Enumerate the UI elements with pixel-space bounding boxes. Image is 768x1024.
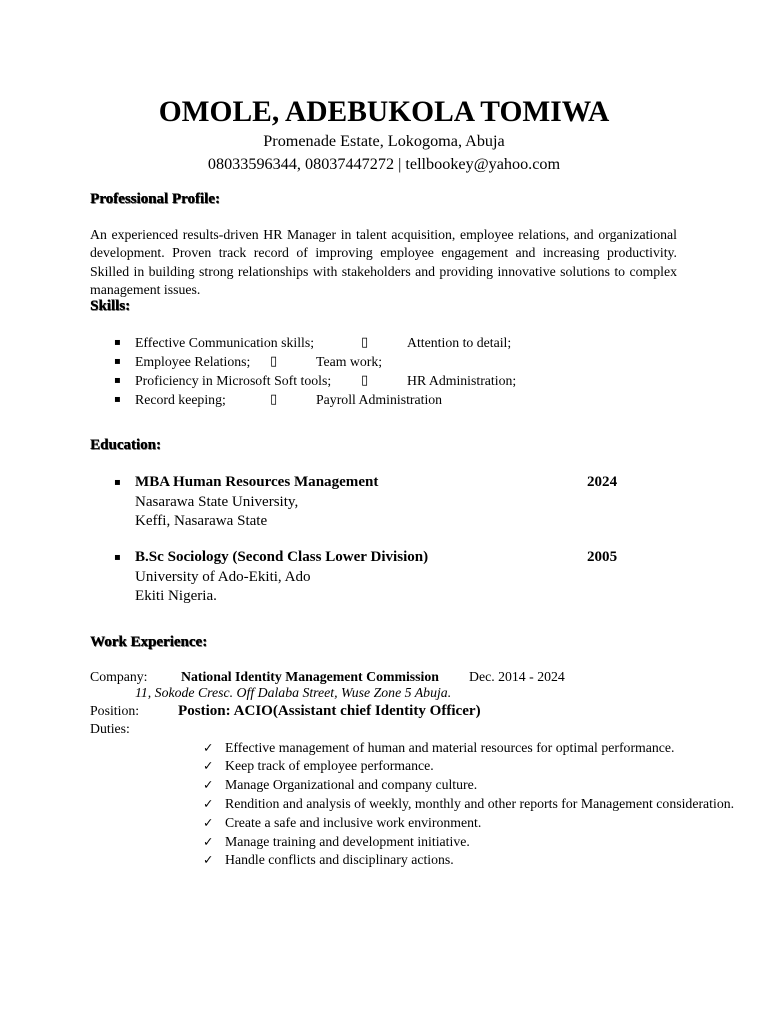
duty-item — [0, 776, 678, 795]
square-bullet-icon: ▪ — [114, 477, 121, 489]
employment-dates: Dec. 2014 - 2024 — [469, 668, 565, 684]
missing-glyph-icon: ▯ — [270, 391, 278, 407]
skill-row — [0, 390, 768, 409]
skill-item: Employee Relations; — [135, 353, 251, 369]
duties-list — [0, 739, 768, 871]
position-row — [0, 702, 768, 720]
skills-heading: Skills: — [90, 298, 131, 314]
candidate-address: Promenade Estate, Lokogoma, Abuja — [263, 132, 505, 150]
duty-text: Create a safe and inclusive work environment. — [225, 814, 482, 830]
square-bullet-icon: ▪ — [114, 552, 121, 564]
checkmark-icon: ✓ — [203, 833, 214, 849]
skill-item: Proficiency in Microsoft Soft tools; — [135, 372, 332, 388]
degree-title: B.Sc Sociology (Second Class Lower Division) — [135, 549, 429, 566]
degree-year: 2005 — [587, 549, 618, 566]
degree-title: MBA Human Resources Management — [135, 474, 379, 491]
square-bullet-icon: ▪ — [114, 374, 121, 386]
candidate-name: OMOLE, ADEBUKOLA TOMIWA — [158, 96, 610, 128]
checkmark-icon: ✓ — [203, 777, 214, 793]
institution-name: University of Ado-Ekiti, Ado — [135, 568, 311, 585]
degree-year: 2024 — [587, 474, 618, 491]
skill-item: Team work; — [316, 353, 383, 369]
checkmark-icon: ✓ — [203, 795, 214, 811]
duty-item — [0, 795, 735, 814]
skill-row — [0, 352, 768, 371]
duty-item — [0, 814, 678, 833]
work-experience-heading: Work Experience: — [90, 634, 208, 650]
checkmark-icon: ✓ — [203, 758, 214, 774]
checkmark-icon: ✓ — [203, 852, 214, 868]
square-bullet-icon: ▪ — [114, 336, 121, 348]
duty-item — [0, 757, 678, 776]
square-bullet-icon: ▪ — [114, 393, 121, 405]
profile-heading: Professional Profile: — [90, 191, 220, 207]
duty-item — [0, 833, 678, 852]
skills-list — [0, 333, 768, 409]
education-entry — [0, 548, 768, 607]
company-address: 11, Sokode Cresc. Off Dalaba Street, Wuse Zone 5 Abuja. — [135, 684, 452, 700]
education-entry — [0, 473, 768, 532]
skill-item: Effective Communication skills; — [135, 334, 315, 350]
missing-glyph-icon: ▯ — [361, 334, 369, 350]
checkmark-icon: ✓ — [203, 814, 214, 830]
missing-glyph-icon: ▯ — [270, 353, 278, 369]
position-label: Position: — [90, 703, 140, 718]
profile-paragraph: An experienced results-driven HR Manager in talent acquisition, employee relations, and organizational development. Proven track record of improving employee engagement and increasing productivity. Skilled in building strong relationships with stakeholders and providing innovative solutions to complex management issues. — [90, 227, 677, 297]
skill-item: Payroll Administration — [316, 391, 443, 407]
position-title: Postion: ACIO(Assistant chief Identity Officer) — [178, 703, 481, 719]
skill-item: Record keeping; — [135, 391, 226, 407]
duty-text: Effective management of human and material resources for optimal performance. — [225, 739, 675, 755]
company-row — [0, 668, 768, 685]
institution-location: Ekiti Nigeria. — [135, 588, 217, 605]
checkmark-icon: ✓ — [203, 739, 214, 755]
duty-text: Keep track of employee performance. — [225, 758, 434, 774]
institution-name: Nasarawa State University, — [135, 493, 299, 510]
duty-item — [0, 739, 678, 758]
candidate-contact: 08033596344, 08037447272 | tellbookey@yahoo.com — [207, 155, 561, 173]
company-name: National Identity Management Commission — [181, 668, 439, 684]
institution-location: Keffi, Nasarawa State — [135, 513, 268, 530]
skill-row — [0, 333, 768, 352]
skill-row — [0, 371, 768, 390]
duty-text: Rendition and analysis of weekly, monthly and other reports for Management consideration. — [225, 795, 735, 811]
education-heading: Education: — [90, 437, 161, 453]
missing-glyph-icon: ▯ — [361, 372, 369, 388]
duty-item — [0, 851, 678, 870]
duties-label: Duties: — [90, 721, 130, 736]
skill-item: Attention to detail; — [407, 334, 512, 350]
square-bullet-icon: ▪ — [114, 355, 121, 367]
duty-text: Handle conflicts and disciplinary actions. — [225, 852, 454, 868]
duty-text: Manage training and development initiative. — [225, 833, 470, 849]
duty-text: Manage Organizational and company culture. — [225, 777, 478, 793]
skill-item: HR Administration; — [407, 372, 517, 388]
company-label: Company: — [90, 668, 148, 684]
